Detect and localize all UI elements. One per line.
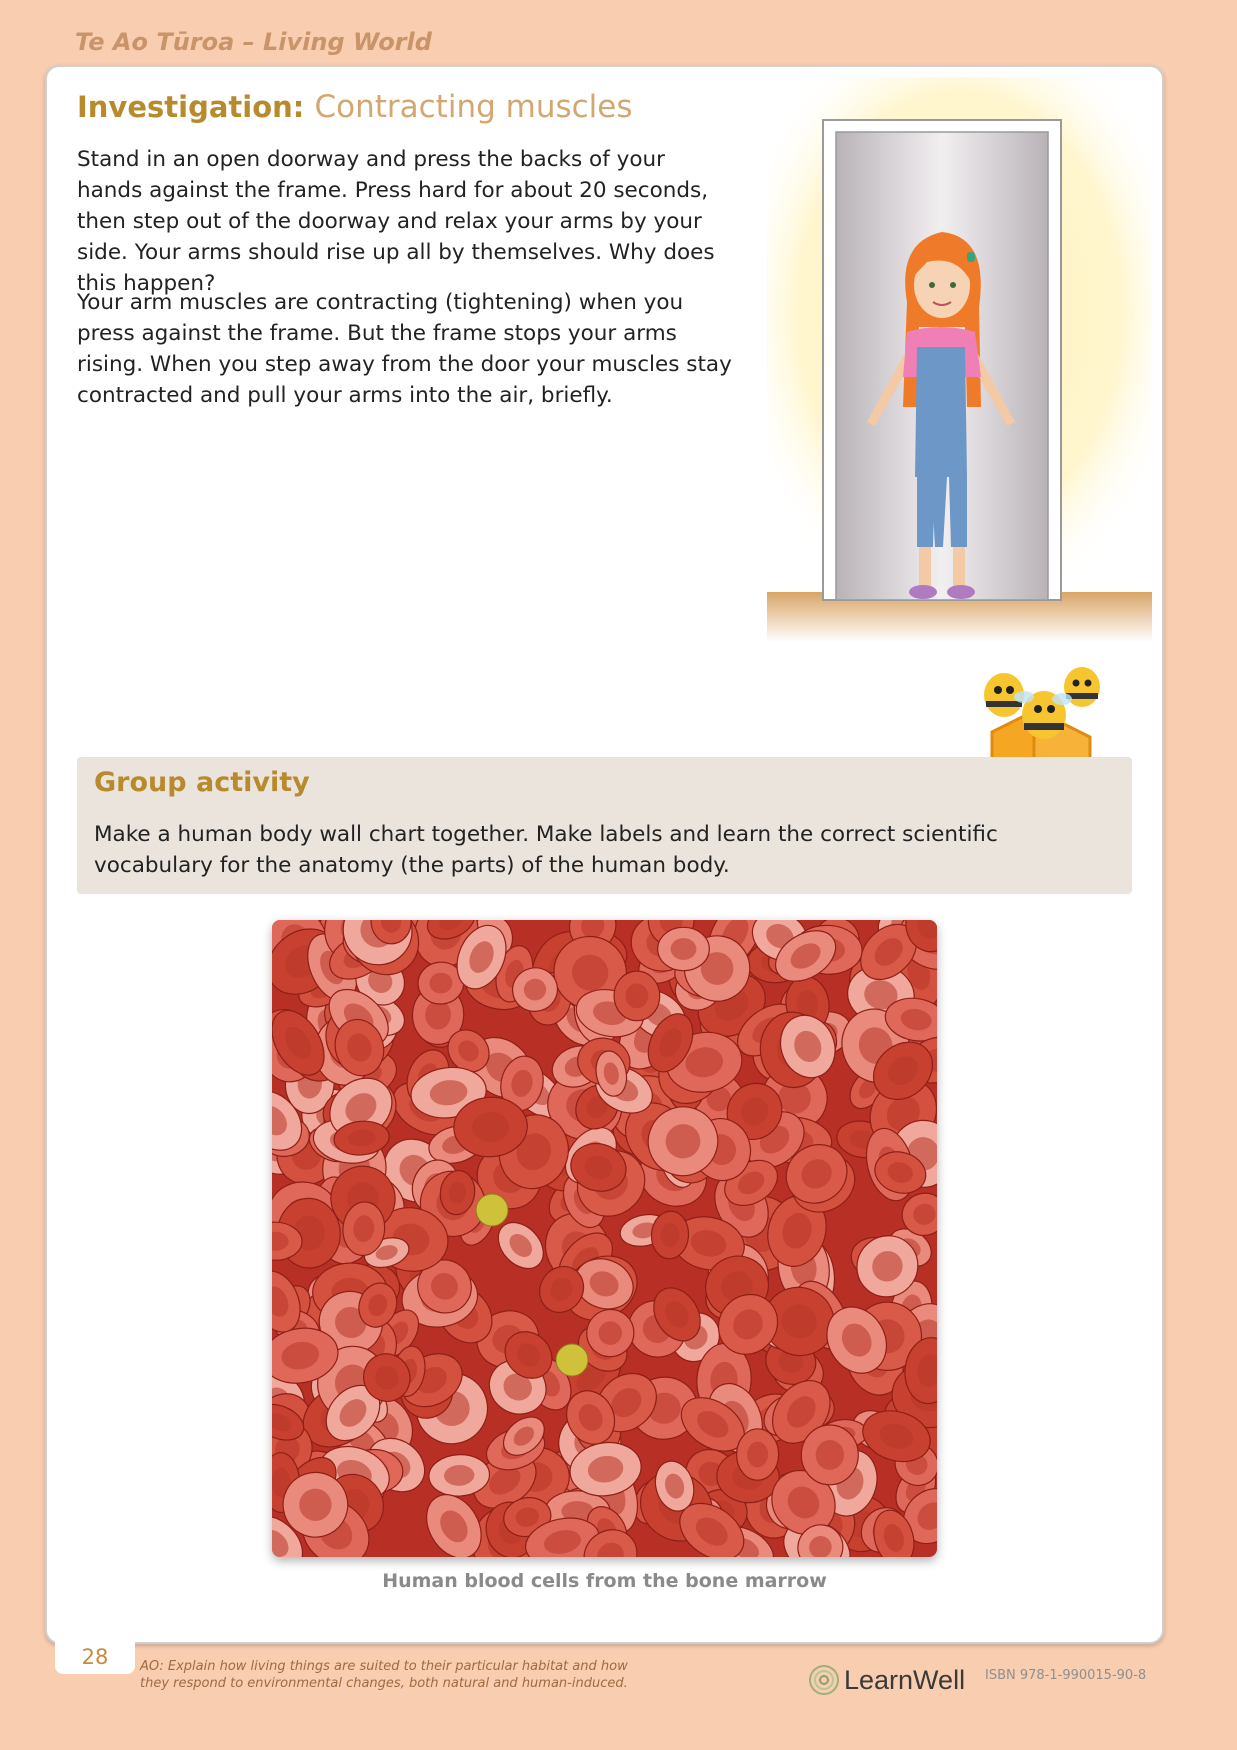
publisher-logo <box>808 1663 965 1697</box>
photo-caption: Human blood cells from the bone marrow <box>382 1570 827 1592</box>
investigation-label: Investigation: <box>77 90 305 124</box>
content-card <box>45 65 1164 1644</box>
group-activity-text: Make a human body wall chart together. Make labels and learn the correct scientific vocabulary for the anatomy (the parts) of the human body. <box>94 822 998 878</box>
achievement-objective-note: AO: Explain how living things are suited to their particular habitat and how they respond to environmental changes, both natural and human-induced. <box>140 1659 628 1691</box>
running-title: Te Ao Tūroa – Living World <box>75 28 432 56</box>
group-activity-title: Group activity <box>94 767 310 798</box>
investigation-heading <box>77 89 633 125</box>
page-number: 28 <box>55 1640 135 1674</box>
investigation-paragraph-2: Your arm muscles are contracting (tightening) when you press against the frame. But the frame stops your arms rising. When you step away from the door your muscles stay contracted and pull your arms into the air, briefly. <box>77 290 732 408</box>
group-activity-panel <box>77 757 1132 894</box>
investigation-topic: Contracting muscles <box>314 89 633 125</box>
blood-cells-photo <box>272 920 937 1557</box>
girl-in-doorway-illustration <box>767 77 1152 657</box>
publisher-name: LearnWell <box>844 1664 966 1695</box>
isbn-number: ISBN 978-1-990015-90-8 <box>985 1668 1147 1683</box>
investigation-paragraph-1: Stand in an open doorway and press the backs of your hands against the frame. Press hard for about 20 seconds, then step out of the doorway and relax your arms by your side. Your arms should rise up all by themselves. Why does this happen? <box>77 147 715 296</box>
learnwell-swirl-icon <box>808 1664 840 1696</box>
